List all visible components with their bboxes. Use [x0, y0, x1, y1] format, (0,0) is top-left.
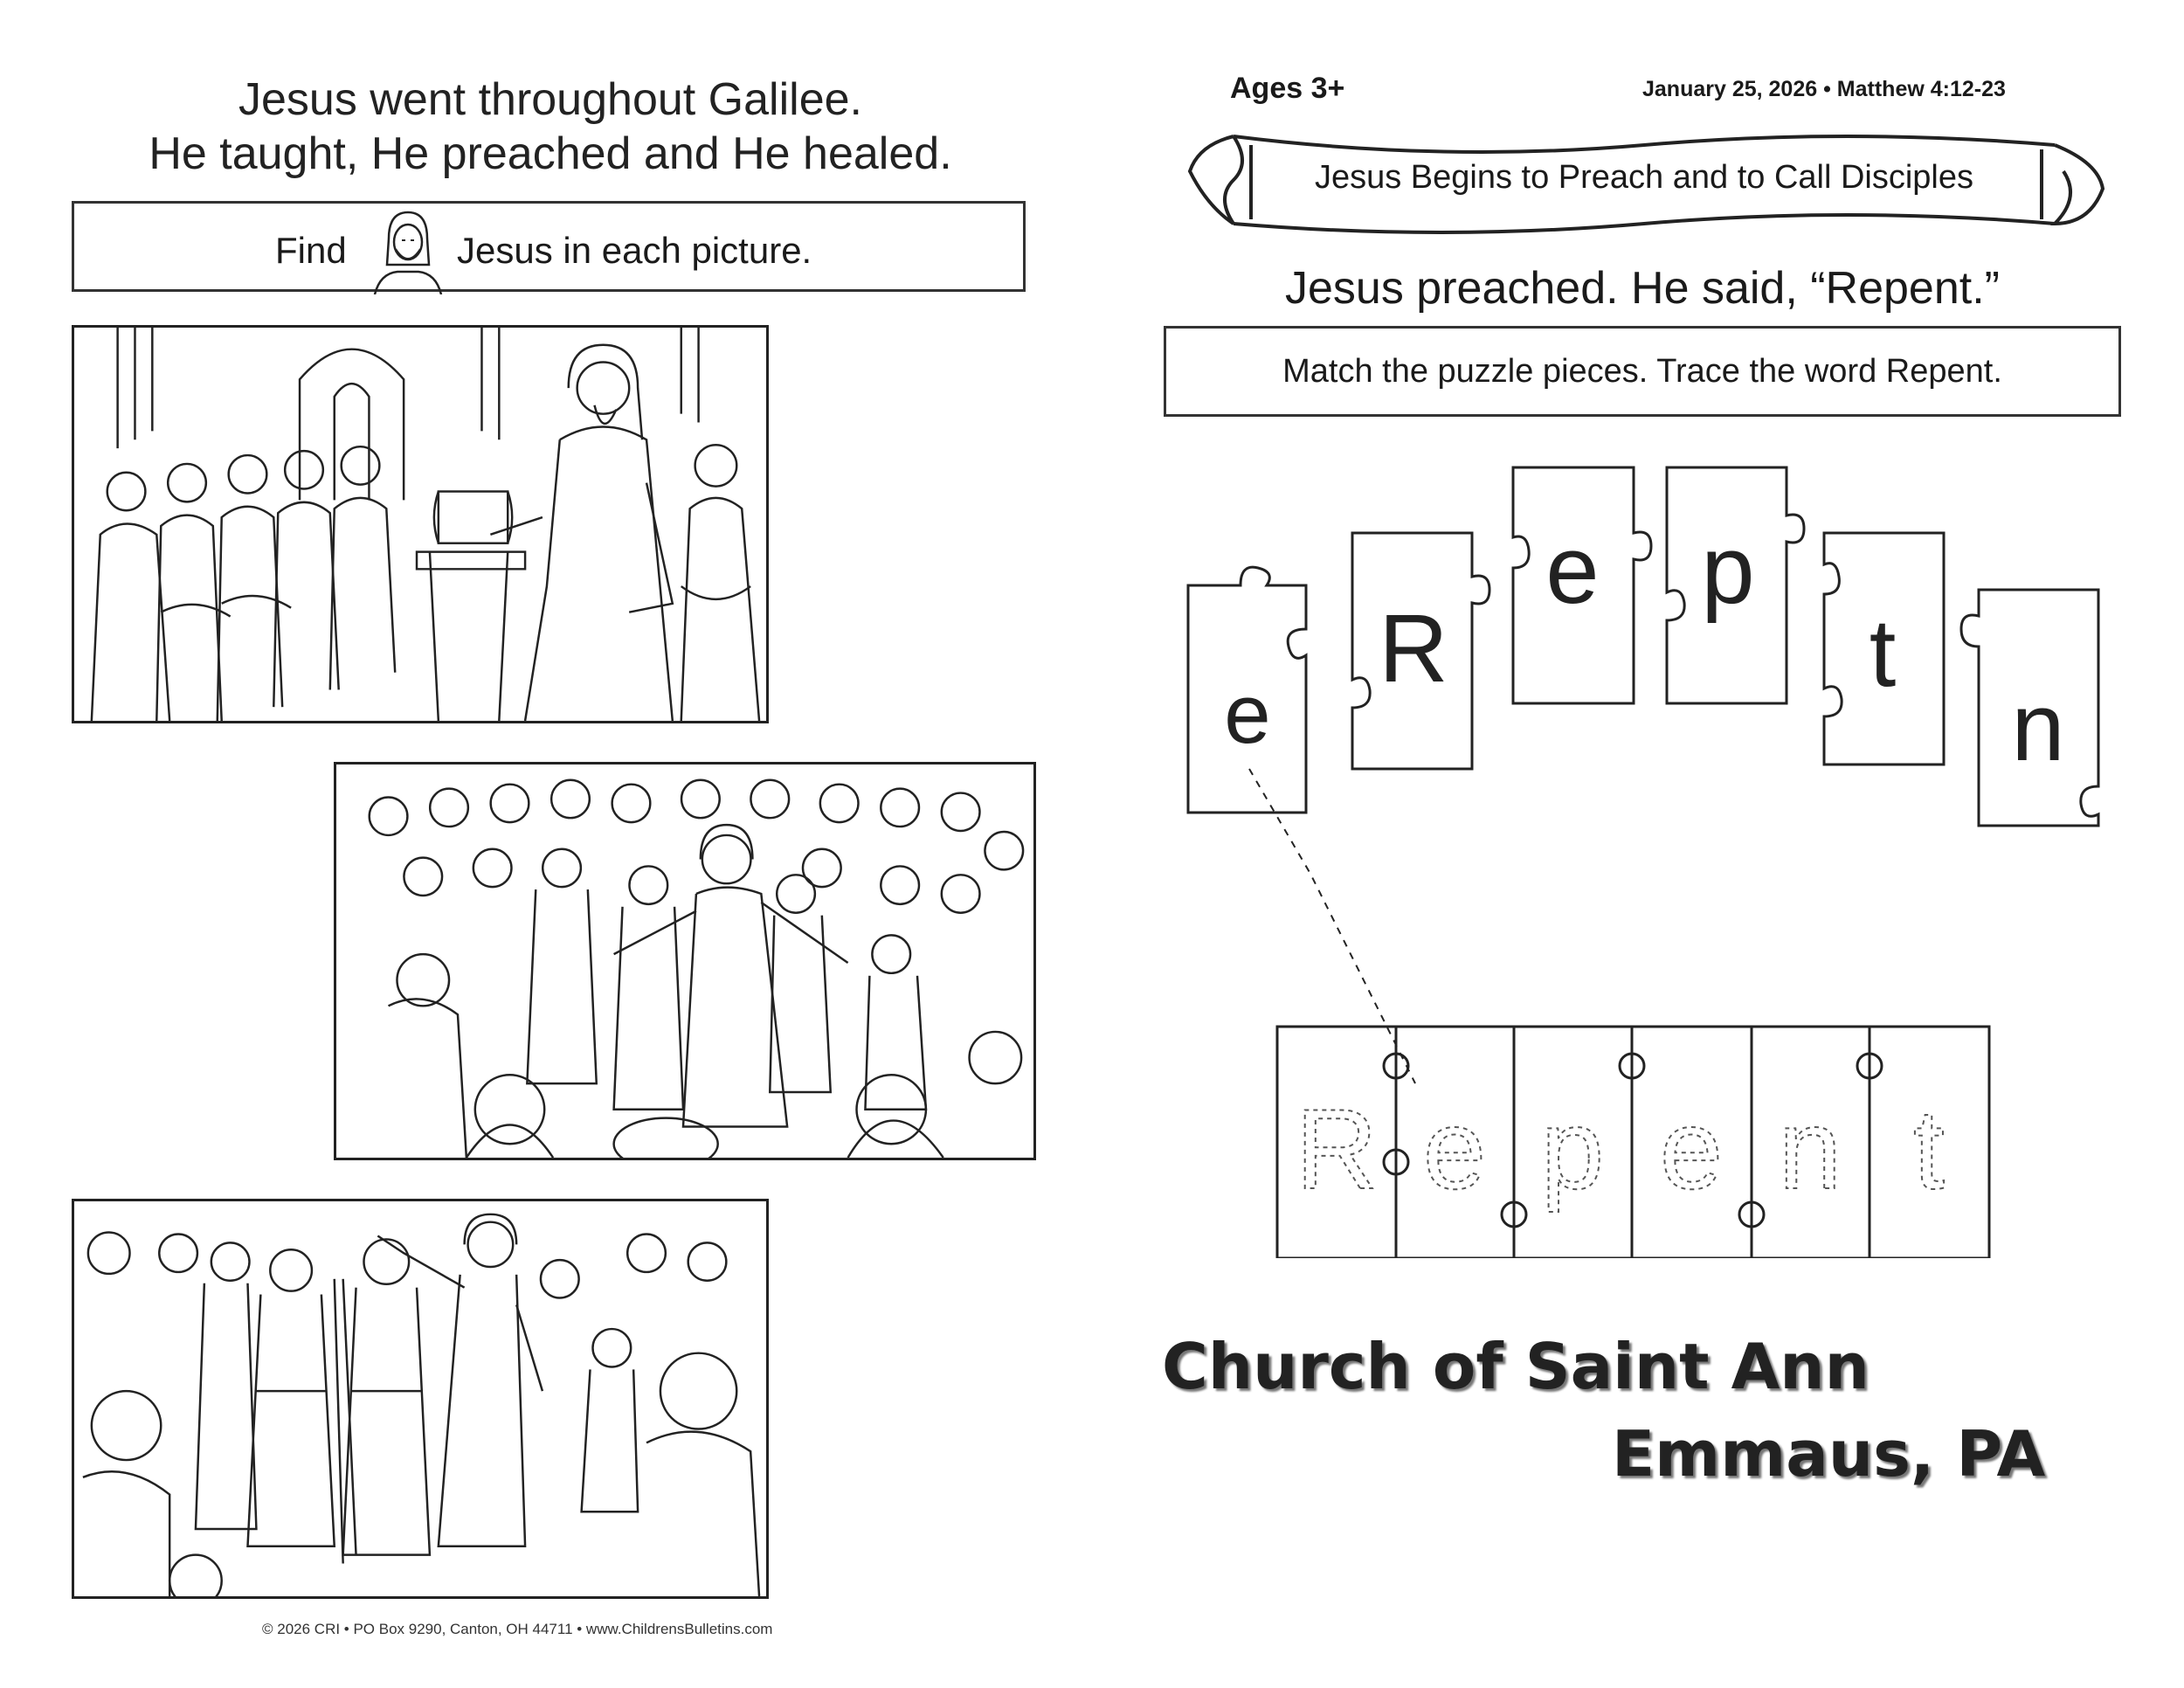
- puzzle-piece-scrambled[interactable]: [1513, 467, 1651, 703]
- calling-disciples-scene: [72, 1199, 769, 1599]
- puzzle-piece-scrambled[interactable]: [1667, 467, 1804, 703]
- puzzle-piece-scrambled[interactable]: [1188, 567, 1306, 813]
- find-jesus-instruction-box: [72, 201, 1026, 292]
- find-rest-label: Jesus in each picture.: [457, 230, 812, 271]
- trace-letter[interactable]: n: [1778, 1085, 1842, 1213]
- puzzle-piece-scrambled[interactable]: [1961, 590, 2098, 826]
- heading-line-1: Jesus went throughout Galilee.: [238, 74, 862, 125]
- trace-letter[interactable]: e: [1422, 1085, 1487, 1213]
- date-reference: January 25, 2026 • Matthew 4:12-23: [1642, 77, 2006, 101]
- trace-letter[interactable]: t: [1912, 1085, 1946, 1213]
- jesus-face-icon: [363, 204, 453, 294]
- synagogue-reading-scene: [72, 325, 769, 723]
- church-name: Church of Saint Ann: [1162, 1330, 1870, 1403]
- svg-text:p: p: [1701, 516, 1755, 624]
- find-label: Find: [275, 230, 347, 271]
- puzzle-piece-scrambled[interactable]: [1824, 533, 1944, 764]
- trace-letter[interactable]: R: [1296, 1085, 1378, 1213]
- banner-title: Jesus Begins to Preach and to Call Disciples: [1314, 159, 1974, 196]
- svg-text:n: n: [2011, 674, 2065, 781]
- copyright-footer: © 2026 CRI • PO Box 9290, Canton, OH 44711 • www.ChildrensBulletins.com: [262, 1621, 773, 1637]
- age-label: Ages 3+: [1230, 72, 1345, 105]
- trace-letter[interactable]: e: [1659, 1085, 1724, 1213]
- trace-letter[interactable]: p: [1540, 1085, 1605, 1213]
- puzzle-piece-scrambled[interactable]: [1352, 533, 1489, 769]
- svg-text:e: e: [1224, 668, 1271, 761]
- match-instruction-box: Match the puzzle pieces. Trace the word Repent.: [1164, 326, 2121, 417]
- puzzle-activity: [1171, 454, 2114, 1258]
- crowd-preaching-scene: [334, 762, 1036, 1160]
- svg-text:R: R: [1379, 595, 1448, 702]
- church-location: Emmaus, PA: [1612, 1417, 2046, 1491]
- preach-subheading: Jesus preached. He said, “Repent.”: [1285, 263, 2000, 314]
- svg-text:e: e: [1545, 516, 1600, 624]
- heading-line-2: He taught, He preached and He healed.: [149, 128, 952, 179]
- svg-text:t: t: [1869, 599, 1897, 707]
